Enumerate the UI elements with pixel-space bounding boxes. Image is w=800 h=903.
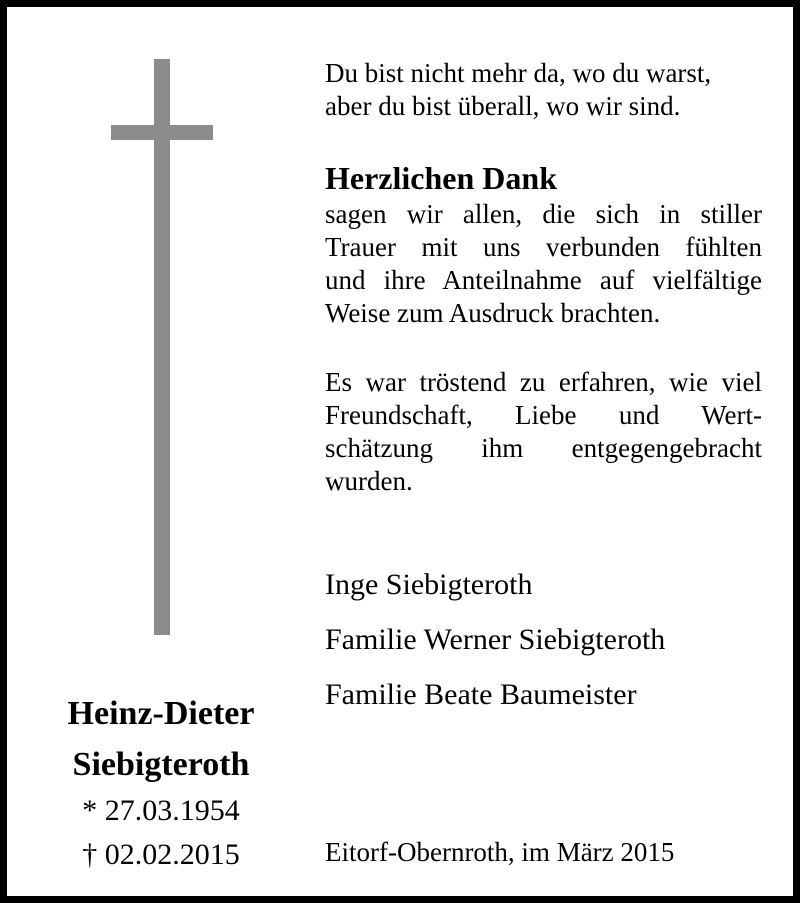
birth-date: * 27.03.1954 xyxy=(82,794,240,827)
paragraph-line: schätzung ihm entgegengebracht xyxy=(325,433,762,463)
paragraph-line: Es war tröstend zu erfahren, wie viel xyxy=(325,367,762,397)
deceased-last-name: Siebigteroth xyxy=(72,746,250,783)
signature-line: Inge Siebigteroth xyxy=(325,568,533,601)
paragraph-line: und ihre Anteilnahme auf vielfältige xyxy=(325,265,762,295)
signature-line: Familie Werner Siebigteroth xyxy=(325,623,666,656)
thanks-paragraph-2 xyxy=(325,366,762,498)
motto-line: aber du bist überall, wo wir sind. xyxy=(325,91,681,121)
paragraph-line: Trauer mit uns verbunden fühlten xyxy=(325,232,762,262)
thanks-paragraph-1 xyxy=(325,198,762,330)
paragraph-line: Freundschaft, Liebe und Wert- xyxy=(325,400,762,430)
motto xyxy=(325,57,762,123)
thanks-title: Herzlichen Dank xyxy=(325,160,557,196)
motto-line: Du bist nicht mehr da, wo du warst, xyxy=(325,58,712,88)
paragraph-line: Weise zum Ausdruck brachten. xyxy=(325,298,661,328)
paragraph-line: sagen wir allen, die sich in stiller xyxy=(325,199,762,229)
cross-icon xyxy=(154,59,170,635)
paragraph-line: wurden. xyxy=(325,466,413,496)
place-date: Eitorf-Obernroth, im März 2015 xyxy=(325,837,675,867)
cross-crossbar xyxy=(111,125,213,140)
death-date: † 02.02.2015 xyxy=(82,838,240,871)
signature-line: Familie Beate Baumeister xyxy=(325,678,637,711)
deceased-first-name: Heinz-Dieter xyxy=(67,695,255,732)
